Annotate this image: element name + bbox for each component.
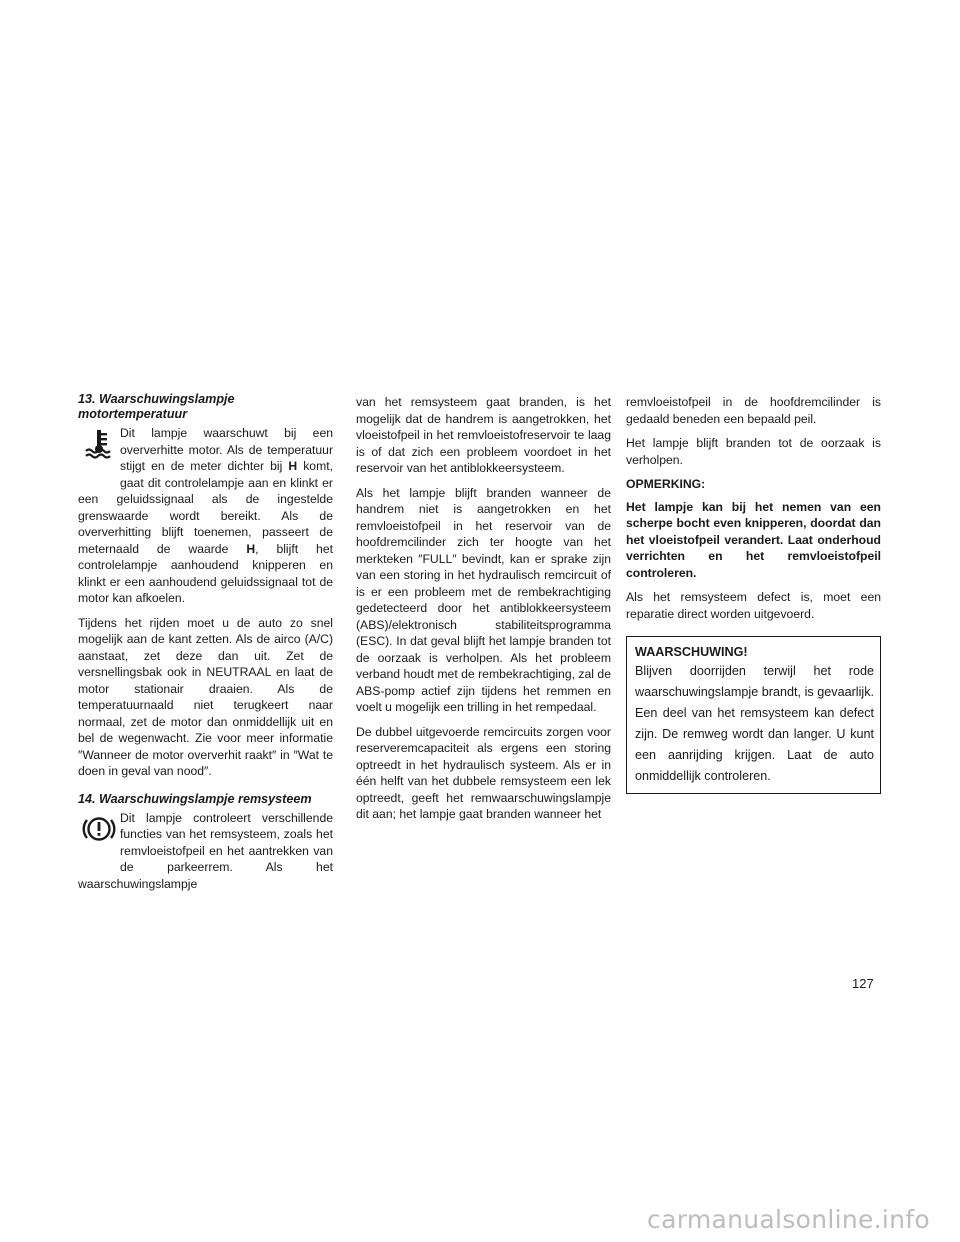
section-13-text-a: Dit lampje waarschuwt bij een oververhitte motor. Als de temperatuur stijgt en de meter dichter bij bbox=[120, 426, 333, 473]
section-13-title bbox=[78, 392, 333, 422]
warning-box bbox=[626, 636, 881, 794]
brake-warning-icon bbox=[78, 810, 120, 860]
column-left bbox=[78, 392, 333, 900]
section-14-paragraph-1 bbox=[78, 810, 333, 893]
warning-title: WAARSCHUWING! bbox=[635, 645, 748, 659]
right-paragraph-1: remvloeistofpeil in de hoofdremcilinder is gedaald beneden een bepaald peil. bbox=[626, 395, 881, 426]
engine-temperature-icon bbox=[78, 425, 120, 487]
section-13-paragraph-1 bbox=[78, 425, 333, 607]
section-13-text-c: , blijft het controlelampje aanhoudend knipperen en klinkt er een aanhoudend geluidssignaal tot de motor kan afkoelen. bbox=[78, 541, 333, 605]
section-13-h-marker: H bbox=[288, 459, 298, 473]
section-14-text: Dit lampje controleert verschillende functies van het remsysteem, zoals het remvloeistofpeil en het aantrekken van de parkeerrem. Als het waarschuwingslampje bbox=[78, 810, 333, 891]
middle-paragraph-1: van het remsysteem gaat branden, is het mogelijk dat de handrem is aangetrokken, het vloeistofpeil in het remvloeistofreservoir te laag is of dat zich een probleem voordoet in het reservoir van het antiblokkeersysteem. bbox=[356, 395, 611, 475]
section-13-title-line1: 13. Waarschuwingslampje bbox=[78, 392, 235, 406]
right-paragraph-2: Het lampje blijft branden tot de oorzaak is verholpen. bbox=[626, 436, 881, 467]
section-13-h-marker-2: H bbox=[246, 541, 256, 556]
right-paragraph-3: Als het remsysteem defect is, moet een reparatie direct worden uitgevoerd. bbox=[626, 590, 881, 621]
watermark-text: carmanualsonline.info bbox=[647, 1205, 930, 1234]
section-14-title: 14. Waarschuwingslampje remsysteem bbox=[78, 791, 312, 806]
note-text: Het lampje kan bij het nemen van een scherpe bocht even knipperen, doordat dan het vloeistofpeil verandert. Laat onderhoud verrichten en het remvloeistofpeil controleren. bbox=[626, 499, 881, 580]
middle-paragraph-3: De dubbel uitgevoerde remcircuits zorgen voor reserveremcapaciteit als ergens een storing optreedt in het hydraulisch systeem. Als er in één helft van het dubbele remsysteem een lek optreedt, geeft het remwaarschuwingslampje dit aan; het lampje gaat branden wanneer het bbox=[356, 724, 611, 821]
middle-paragraph-2: Als het lampje blijft branden wanneer de handrem niet is aangetrokken en het remvloeistofpeil in het reservoir van de hoofdremcilinder zich ter hoogte van het merkteken ″FULL″ bevindt, kan er sprake zijn van een storing in het hydraulisch remcircuit of is er een probleem met de rembekrachtiging gedetecteerd door het antiblokkeersysteem (ABS)/elektronisch stabiliteitsprogramma (ESC). In dat geval blijft het lampje branden tot de oorzaak is verholpen. Als het probleem verband houdt met de rembekrachtiging, zal de ABS-pomp actief zijn tijdens het remmen en voelt u mogelijk een trilling in het rempedaal. bbox=[356, 485, 611, 714]
column-middle bbox=[356, 392, 611, 831]
note-label: OPMERKING: bbox=[626, 477, 706, 491]
section-13-title-line2: motortemperatuur bbox=[78, 407, 188, 421]
page-number: 127 bbox=[852, 976, 874, 991]
warning-text: Blijven doorrijden terwijl het rode waarschuwingslampje brandt, is gevaarlijk. Een deel van het remsysteem kan defect zijn. De remweg wordt dan langer. U kunt een aanrijding krijgen. Laat de auto onmiddellijk controleren. bbox=[635, 664, 874, 783]
section-13-text-b: komt, gaat dit controlelampje aan en klinkt er een geluidssignaal als de ingestelde grenswaarde wordt bereikt. Als de oververhitting blijft toenemen, passeert de meternaald de waarde bbox=[78, 459, 333, 556]
column-right bbox=[626, 392, 881, 794]
section-13-paragraph-2: Tijdens het rijden moet u de auto zo snel mogelijk aan de kant zetten. Als de airco (A/C) aanstaat, zet deze dan uit. Zet de versnellingsbak ook in NEUTRAAL en laat de motor stationair draaien. Als de temperatuurnaald niet terugkeert naar normaal, zet de motor dan onmiddellijk uit en bel de wegenwacht. Zie voor meer informatie ″Wanneer de motor oververhit raakt″ in ″Wat te doen in geval van nood″. bbox=[78, 615, 333, 778]
